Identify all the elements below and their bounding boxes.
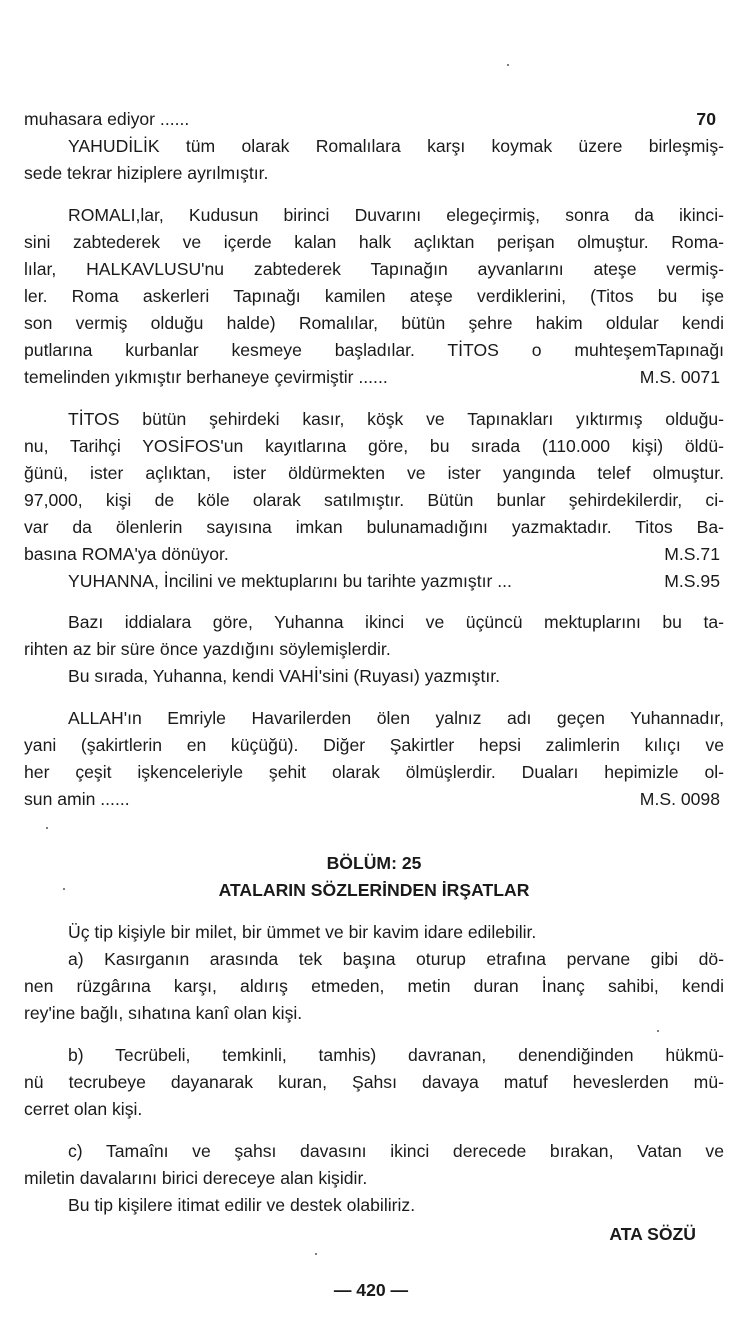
paragraph-line: Bu sırada, Yuhanna, kendi VAHİ'sini (Ruyası) yazmıştır.: [68, 666, 500, 686]
paragraph-line: b) Tecrübeli, temkinli, tamhis) davranan, denendiğinden hükmü-: [68, 1045, 724, 1065]
scan-speck: [46, 827, 48, 829]
paragraph-line: ğünü, ister açlıktan, ister öldürmekten ve ister yangında telef olmuştur.: [24, 463, 724, 483]
paragraph-line: var da ölenlerin sayısına imkan bulunamadığını yazmaktadır. Titos Ba-: [24, 517, 724, 537]
top-line-text: muhasara ediyor ......: [24, 109, 190, 129]
paragraph-line: Üç tip kişiyle bir milet, bir ümmet ve bir kavim idare edilebilir.: [68, 922, 537, 942]
paragraph-line: Bu tip kişilere itimat edilir ve destek olabiliriz.: [68, 1195, 416, 1215]
paragraph-line: nen rüzgârına karşı, aldırış etmeden, metin duran İnanç sahibi, kendi: [24, 976, 724, 996]
paragraph-line: ROMALI,lar, Kudusun birinci Duvarını elegeçirmiş, sonra da ikinci-: [68, 205, 724, 225]
paragraph-line: TİTOS bütün şehirdeki kasır, köşk ve Tapınakları yıktırmış olduğu-: [68, 409, 724, 429]
paragraph-line: yani (şakirtlerin en küçüğü). Diğer Şakirtler hepsi zalimlerin kılıçı ve: [24, 735, 724, 755]
paragraph-line: putlarına kurbanlar kesmeye başladılar. TİTOS o muhteşemTapınağı: [24, 340, 724, 360]
paragraph-line-with-ref: [24, 543, 724, 565]
paragraph-line: lılar, HALKAVLUSU'nu zabtederek Tapınağın ayvanlarını ateşe vermiş-: [24, 259, 724, 279]
scan-speck: [63, 888, 65, 890]
scan-speck: [507, 64, 509, 66]
signature: ATA SÖZÜ: [609, 1224, 696, 1244]
chapter-title: ATALARIN SÖZLERİNDEN İRŞATLAR: [218, 880, 530, 900]
paragraph-line-with-ref: [68, 570, 724, 592]
paragraph-line: rihten az bir süre önce yazdığını söylemişlerdir.: [24, 639, 391, 659]
paragraph-line: nü tecrubeye dayanarak kuran, Şahsı davaya matuf heveslerden mü-: [24, 1072, 724, 1092]
paragraph-line: her çeşit işkenceleriyle şehit olarak ölmüşlerdir. Duaları hepimizle ol-: [24, 762, 724, 782]
paragraph-line-with-ref: [24, 366, 724, 388]
paragraph-line: rey'ine bağlı, sıhatına kanî olan kişi.: [24, 1003, 303, 1023]
date-ref: M.S. 0071: [639, 367, 720, 387]
date-ref: M.S. 0098: [639, 789, 720, 809]
paragraph-line: YAHUDİLİK tüm olarak Romalılara karşı koymak üzere birleşmiş-: [68, 136, 724, 156]
paragraph-line: 97,000, kişi de köle olarak satılmıştır. Bütün bunlar şehirdekilerdir, ci-: [24, 490, 724, 510]
paragraph-text: basına ROMA'ya dönüyor.: [24, 544, 229, 564]
top-line: [24, 108, 724, 130]
paragraph-line: a) Kasırganın arasında tek başına oturup etrafına pervane gibi dö-: [68, 949, 724, 969]
paragraph-line-with-ref: [24, 788, 724, 810]
paragraph-line: ALLAH'ın Emriyle Havarilerden ölen yalnız adı geçen Yuhannadır,: [68, 708, 724, 728]
date-ref: M.S.95: [664, 571, 720, 591]
paragraph-line: son vermiş olduğu halde) Romalılar, bütün şehre hakim oldular kendi: [24, 313, 724, 333]
page-number: — 420 —: [333, 1280, 409, 1300]
scan-speck: [315, 1253, 317, 1255]
paragraph-text: YUHANNA, İncilini ve mektuplarını bu tarihte yazmıştır ...: [68, 571, 512, 591]
paragraph-line: c) Tamaînı ve şahsı davasını ikinci derecede bırakan, Vatan ve: [68, 1141, 724, 1161]
scan-speck: [657, 1030, 659, 1032]
paragraph-line: miletin davalarını birici dereceye alan kişidir.: [24, 1168, 368, 1188]
paragraph-line: Bazı iddialara göre, Yuhanna ikinci ve üçüncü mektuplarını bu ta-: [68, 612, 724, 632]
paragraph-text: sun amin ......: [24, 789, 130, 809]
chapter-number: BÖLÜM: 25: [326, 853, 422, 873]
paragraph-line: sede tekrar hiziplere ayrılmıştır.: [24, 163, 269, 183]
paragraph-text: temelinden yıkmıştır berhaneye çevirmiştir ......: [24, 367, 388, 387]
paragraph-line: sini zabtederek ve içerde kalan halk açlıktan perişan olmuştur. Roma-: [24, 232, 724, 252]
top-line-ref: 70: [696, 109, 716, 129]
paragraph-line: cerret olan kişi.: [24, 1099, 143, 1119]
date-ref: M.S.71: [664, 544, 720, 564]
paragraph-line: nu, Tarihçi YOSİFOS'un kayıtlarına göre, bu sırada (110.000 kişi) öldü-: [24, 436, 724, 456]
paragraph-line: ler. Roma askerleri Tapınağı kamilen ateşe verdiklerini, (Titos bu işe: [24, 286, 724, 306]
